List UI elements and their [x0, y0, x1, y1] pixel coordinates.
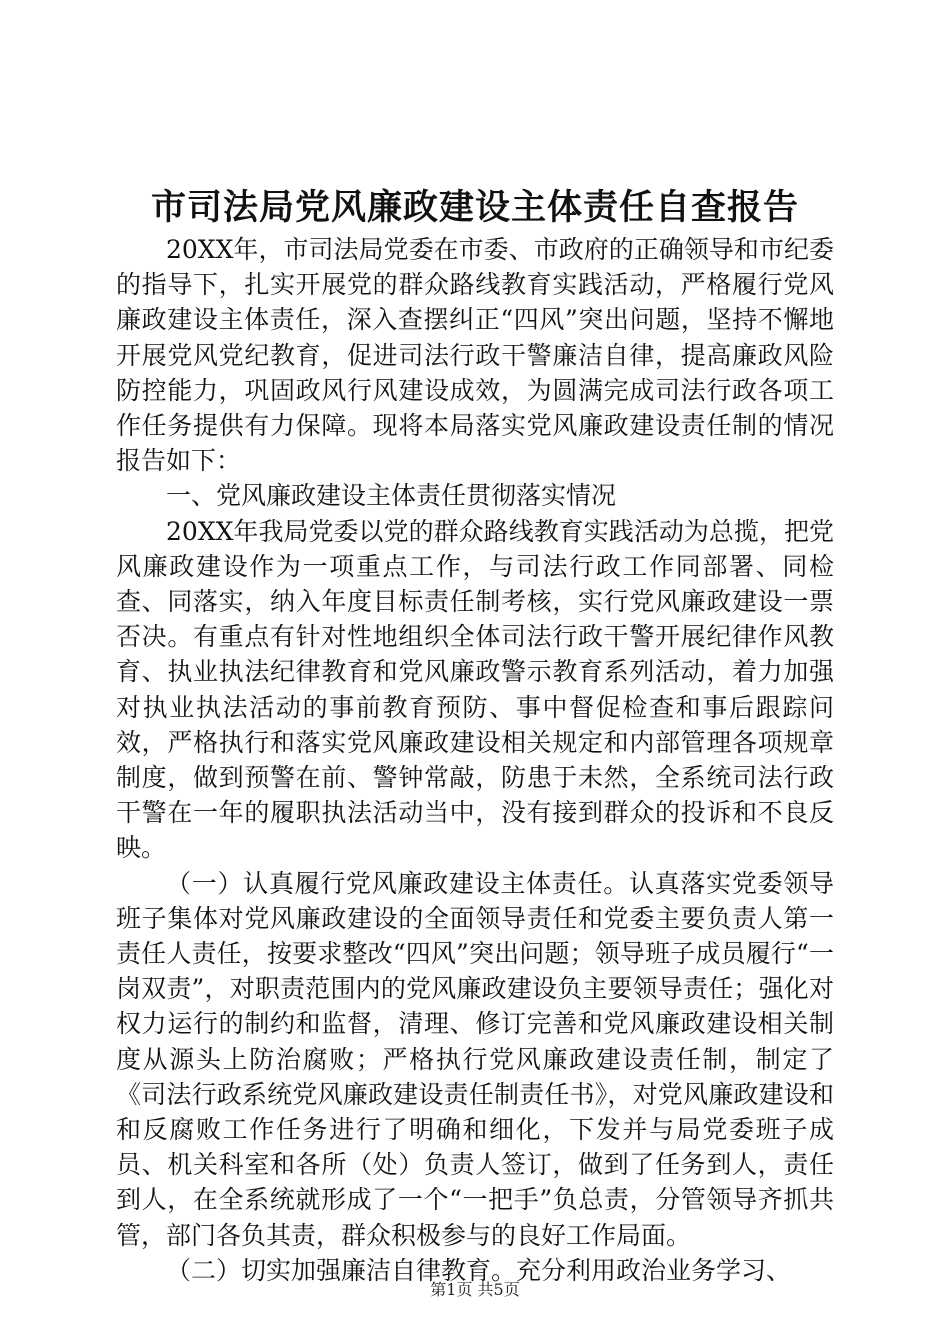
subsection-2-paragraph: （二）切实加强廉洁自律教育。充分利用政治业务学习、 — [166, 1255, 792, 1285]
intro-paragraph: 20XX年，市司法局党委在市委、市政府的正确领导和市纪委的指导下，扎实开展党的群众路线教育实践活动，严格履行党风廉政建设主体责任，深入查摆纠正“四风”突出问题，坚持不懈地开展党风党纪教育，促进司法行政干警廉洁自律，提高廉政风险防控能力，巩固政风行风建设成效，为圆满完成司法行政各项工作任务提供有力保障。现将本局落实党风廉政建设责任制的情况报告如下： — [116, 235, 834, 476]
page-footer: 第1页 共5页 — [430, 1280, 520, 1299]
section-heading-1: 一、党风廉政建设主体责任贯彻落实情况 — [166, 481, 617, 511]
document-body — [116, 232, 834, 1288]
document-title: 市司法局党风廉政建设主体责任自查报告 — [150, 187, 799, 228]
subsection-1-paragraph: （一）认真履行党风廉政建设主体责任。认真落实党委领导班子集体对党风廉政建设的全面领导责任和党委主要负责人第一责任人责任，按要求整改“四风”突出问题；领导班子成员履行“一岗双责”，对职责范围内的党风廉政建设负主要领导责任；强化对权力运行的制约和监督，清理、修订完善和党风廉政建设相关制度从源头上防治腐败；严格执行党风廉政建设责任制，制定了《司法行政系统党风廉政建设责任制责任书》，对党风廉政建设和和反腐败工作任务进行了明确和细化，下发并与局党委班子成员、机关科室和各所（处）负责人签订，做到了任务到人，责任到人，在全系统就形成了一个“一把手”负总责，分管领导齐抓共管，部门各负其责，群众积极参与的良好工作局面。 — [116, 868, 834, 1250]
section-1-paragraph: 20XX年我局党委以党的群众路线教育实践活动为总揽，把党风廉政建设作为一项重点工作，与司法行政工作同部署、同检查、同落实，纳入年度目标责任制考核，实行党风廉政建设一票否决。有重点有针对性地组织全体司法行政干警开展纪律作风教育、执业执法纪律教育和党风廉政警示教育系列活动，着力加强对执业执法活动的事前教育预防、事中督促检查和事后跟踪问效，严格执行和落实党风廉政建设相关规定和内部管理各项规章制度，做到预警在前、警钟常敲，防患于未然，全系统司法行政干警在一年的履职执法活动当中，没有接到群众的投诉和不良反映。 — [116, 516, 834, 863]
